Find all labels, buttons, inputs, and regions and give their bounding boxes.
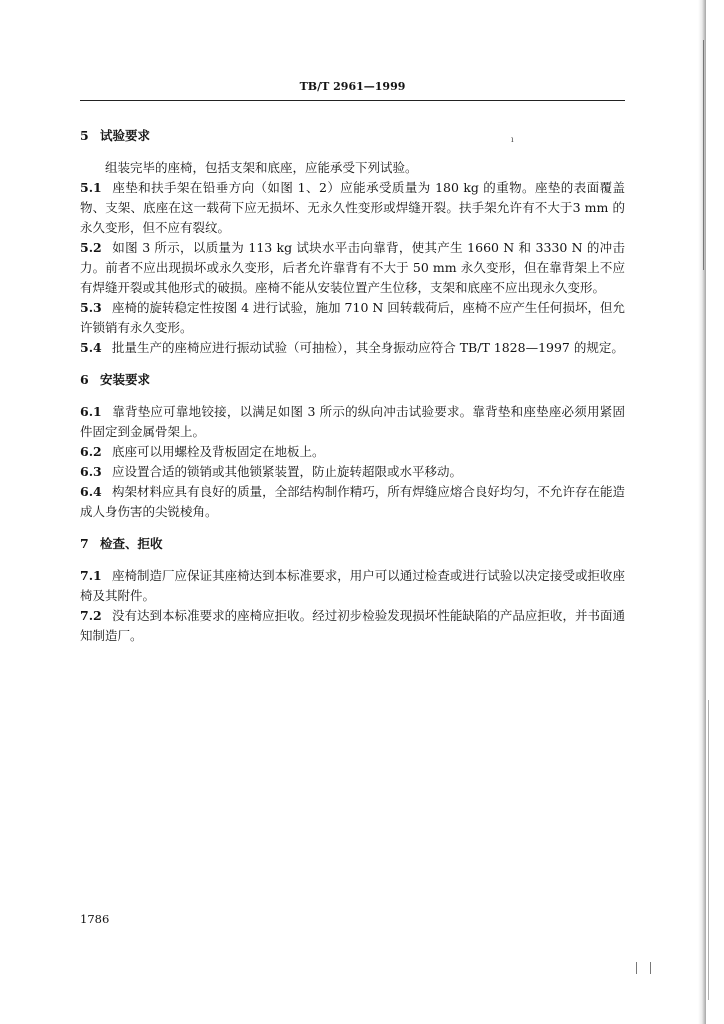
stray-scan-mark: ı: [511, 135, 514, 144]
clause-text: 构架材料应具有良好的质量，全部结构制作精巧，所有焊缝应熔合良好均匀，不允许存在能造成人身伤害的尖锐棱角。: [80, 484, 625, 519]
clause-5-2: [80, 238, 625, 298]
clause-number: 6.1: [80, 404, 102, 419]
section-title: 安装要求: [100, 372, 151, 387]
clause-number: 6.2: [80, 444, 102, 459]
clause-number: 6.4: [80, 484, 102, 499]
clause-6-1: [80, 402, 625, 442]
section-heading: [80, 534, 625, 554]
section-number: 5: [80, 128, 89, 143]
clause-6-3: [80, 462, 625, 482]
clause-5-1: [80, 178, 625, 238]
clause-text: 没有达到本标准要求的座椅应拒收。经过初步检验发现损坏性能缺陷的产品应拒收，并书面通知制造厂。: [80, 608, 625, 643]
clause-text: 座椅制造厂应保证其座椅达到本标准要求，用户可以通过检查或进行试验以决定接受或拒收座椅及其附件。: [80, 568, 625, 603]
standard-code: TB/T 2961—1999: [299, 80, 406, 93]
section-heading: [80, 370, 625, 390]
running-header: [80, 80, 625, 93]
clause-6-4: [80, 482, 625, 522]
clause-5-4: [80, 338, 625, 358]
clause-number: 5.1: [80, 180, 102, 195]
section-title: 检查、拒收: [100, 536, 163, 551]
section-heading: [80, 126, 625, 146]
section-number: 7: [80, 536, 89, 551]
clause-number: 5.4: [80, 340, 102, 355]
clause-7-1: [80, 566, 625, 606]
section-number: 6: [80, 372, 89, 387]
clause-number: 5.2: [80, 240, 102, 255]
clause-number: 5.3: [80, 300, 102, 315]
clause-number: 6.3: [80, 464, 102, 479]
clause-5-3: [80, 298, 625, 338]
section-title: 试验要求: [100, 128, 151, 143]
clause-7-2: [80, 606, 625, 646]
document-body: [80, 126, 625, 646]
section-6: [80, 370, 625, 522]
clause-text: 座椅的旋转稳定性按图 4 进行试验，施加 710 N 回转载荷后，座椅不应产生任何损坏，但允许锁销有永久变形。: [80, 300, 625, 335]
clause-number: 7.1: [80, 568, 102, 583]
section-intro: 组装完毕的座椅，包括支架和底座，应能承受下列试验。: [105, 160, 418, 175]
page-number: 1786: [80, 912, 110, 926]
scan-edge-line: [703, 40, 704, 270]
clause-text: 批量生产的座椅应进行振动试验（可抽检），其全身振动应符合 TB/T 1828—1997 的规定。: [111, 340, 624, 355]
clause-text: 如图 3 所示，以质量为 113 kg 试块水平击向靠背，使其产生 1660 N 和 3330 N 的冲击力。前者不应出现损坏或永久变形，后者允许靠背有不大于 50 mm 永久变形，但在靠背架上不应有焊缝开裂或其他形式的破损。座椅不能从安装位置产生位移，支架和底座不应出现永久变形。: [80, 240, 625, 295]
clause-number: 7.2: [80, 608, 102, 623]
scan-edge-line: [636, 962, 637, 974]
clause-text: 靠背垫应可靠地铰接，以满足如图 3 所示的纵向冲击试验要求。靠背垫和座垫座必须用紧固件固定到金属骨架上。: [80, 404, 625, 439]
header-rule: [80, 100, 625, 101]
section-5: [80, 126, 625, 358]
scan-edge-line: [708, 700, 709, 1000]
scan-edge-shadow: [698, 0, 706, 1024]
clause-6-2: [80, 442, 625, 462]
clause-text: 应设置合适的锁销或其他锁紧装置，防止旋转超限或水平移动。: [111, 464, 462, 479]
clause-text: 底座可以用螺栓及背板固定在地板上。: [111, 444, 325, 459]
section-7: [80, 534, 625, 646]
clause-text: 座垫和扶手架在铅垂方向（如图 1、2）应能承受质量为 180 kg 的重物。座垫的表面覆盖物、支架、底座在这一载荷下应无损坏、无永久性变形或焊缝开裂。扶手架允许有不大于3 mm 的永久变形，但不应有裂纹。: [80, 180, 625, 235]
scan-edge-line: [650, 962, 651, 974]
